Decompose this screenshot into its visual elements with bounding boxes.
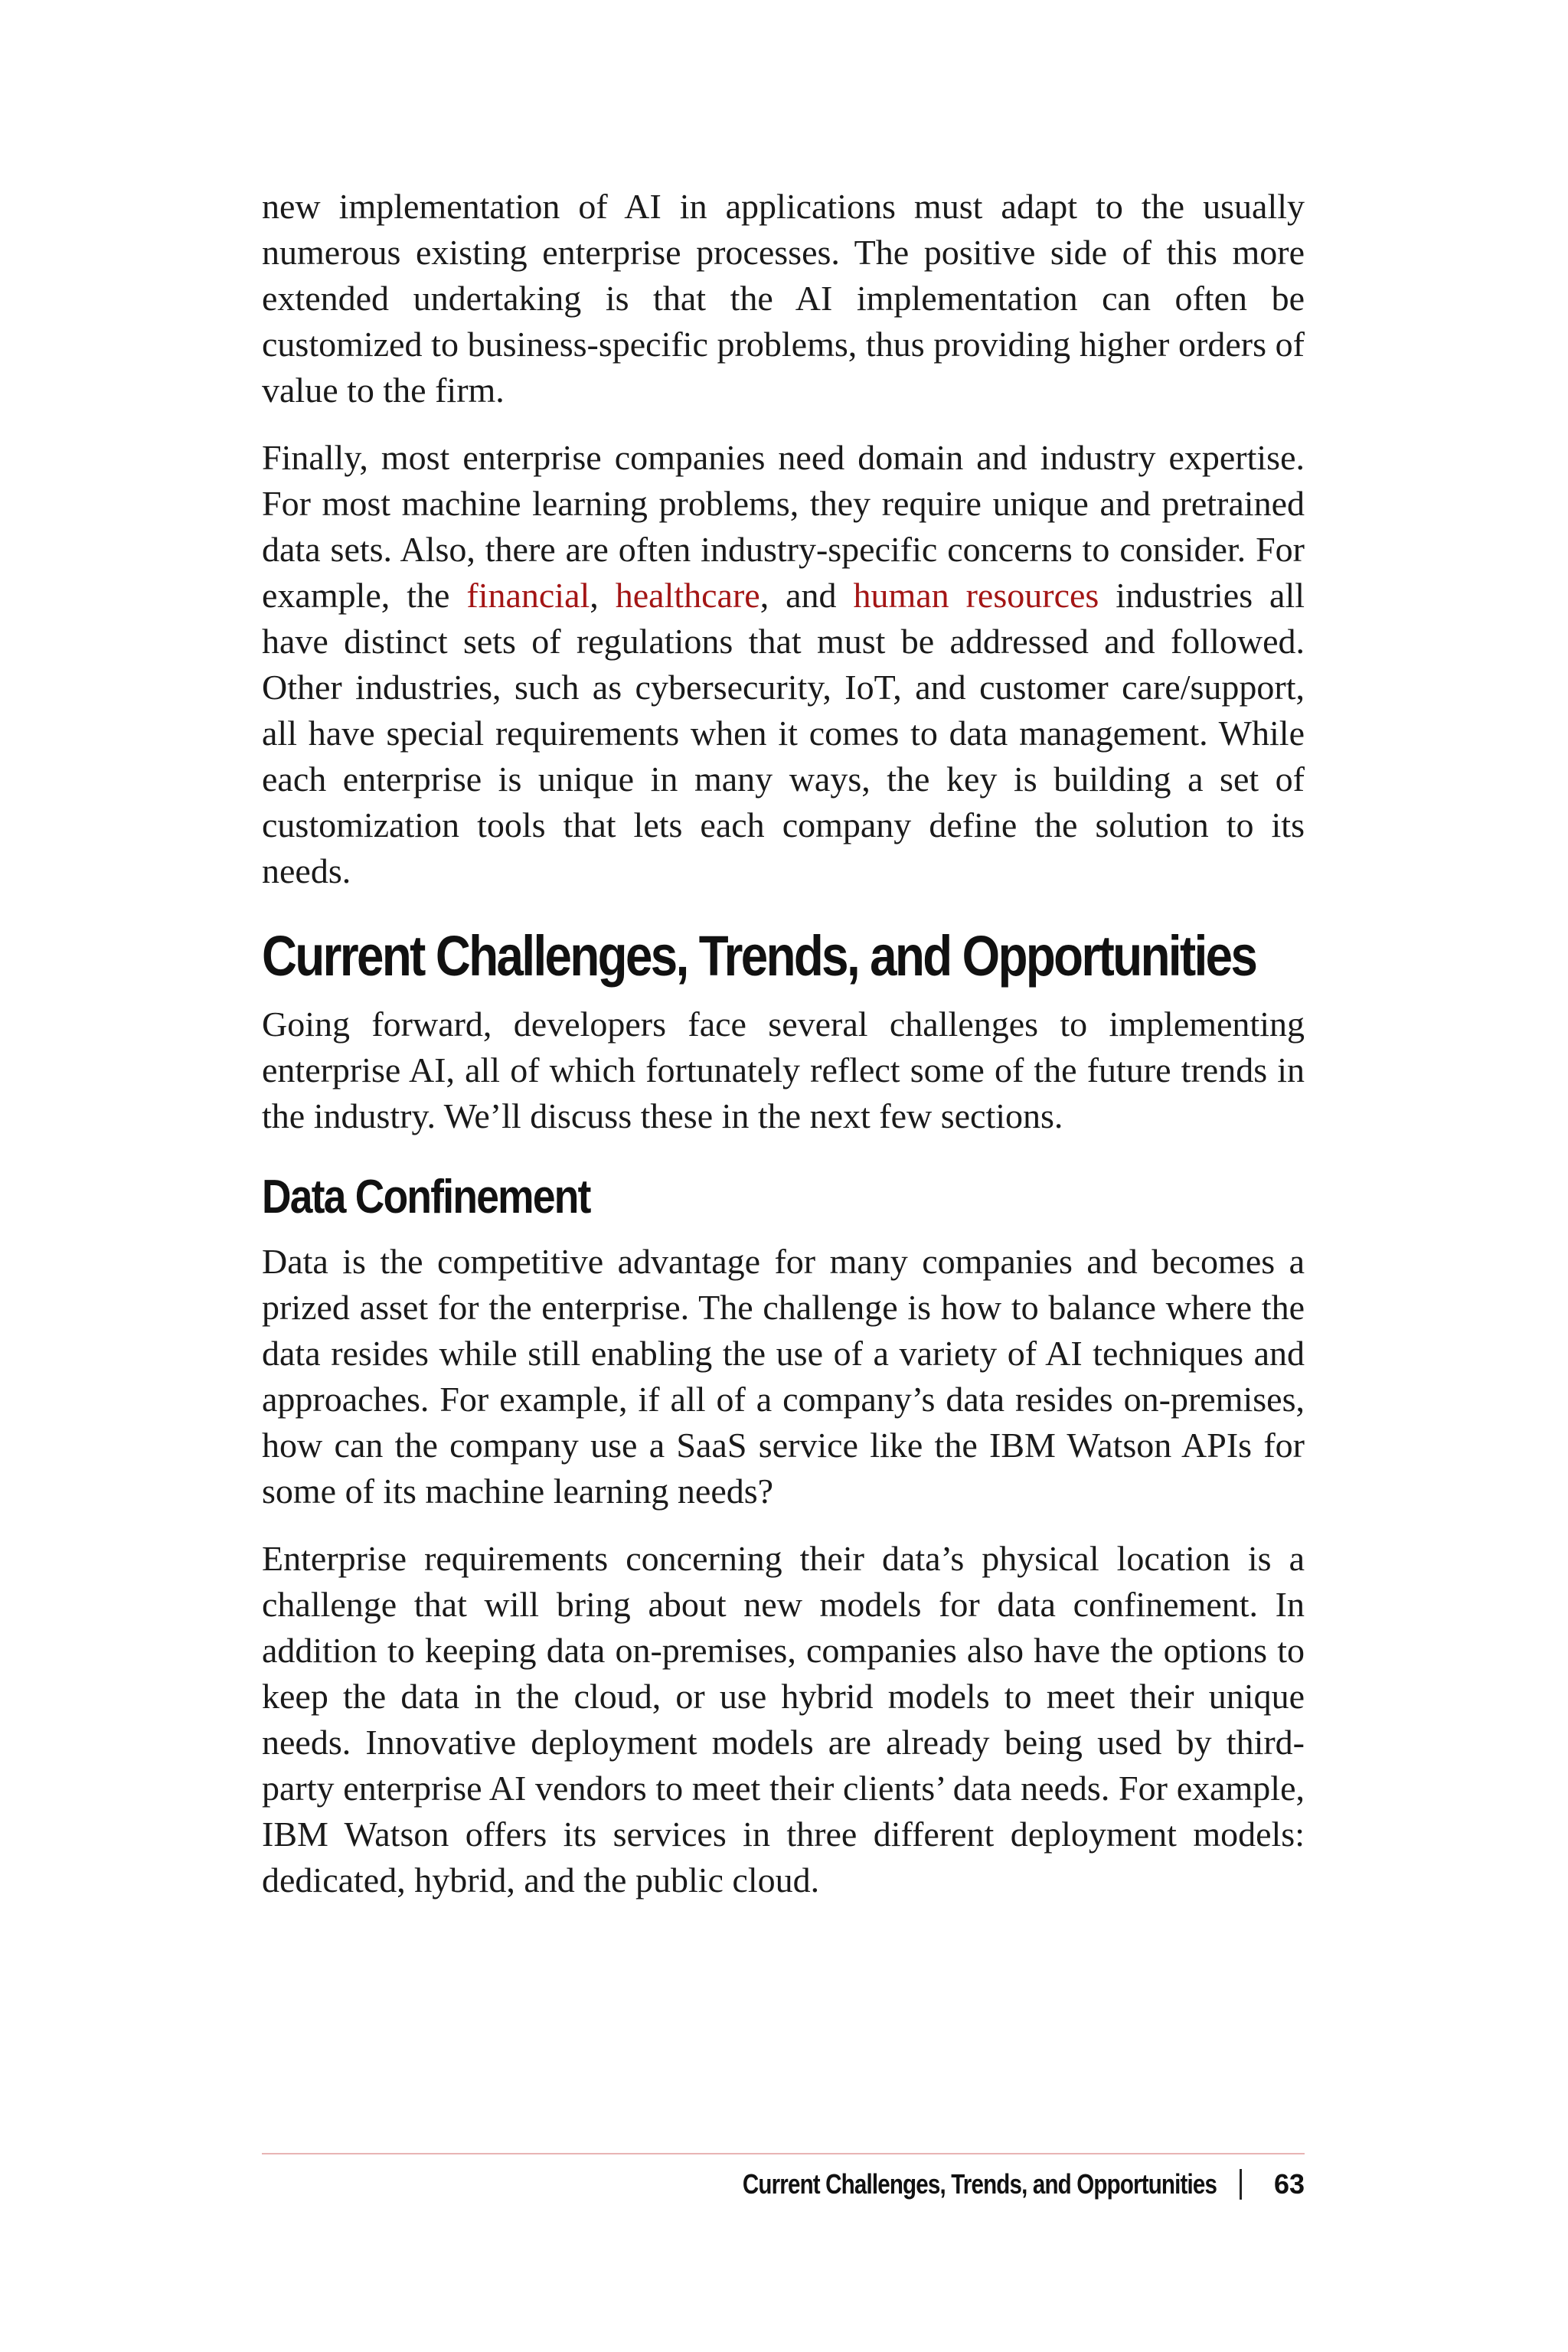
link-financial[interactable]: financial [466, 576, 590, 615]
footer-divider [262, 2153, 1305, 2154]
page-footer [639, 2165, 1305, 2203]
paragraph-going-forward: Going forward, developers face several challenges to implementing enterprise AI, all of which fortunately reflect some of the future trends in the industry. We’ll discuss these in the next few sections. [262, 1004, 1305, 1135]
link-human-resources[interactable]: human resources [853, 576, 1099, 615]
footer-separator [1240, 2169, 1242, 2200]
paragraph-text: , [590, 576, 616, 615]
running-footer-title: Current Challenges, Trends, and Opportunities [742, 2168, 1217, 2200]
paragraph-text: , and [760, 576, 854, 615]
page-number: 63 [1273, 2168, 1305, 2200]
section-heading: Current Challenges, Trends, and Opportunities [262, 924, 1256, 988]
paragraph-text: industries all have distinct sets of regulations that must be addressed and followed. Other industries, such as cybersecurity, IoT, and customer care/support, all have special requirements when it comes to data management. While each enterprise is unique in many ways, the key is building a set of customization tools that lets each company define the solution to its needs. [262, 576, 1305, 890]
paragraph-intro: new implementation of AI in applications must adapt to the usually numerous existing enterprise processes. The positive side of this more extended undertaking is that the AI implementation can often be customized to business-specific problems, thus providing higher orders of value to the firm. [262, 187, 1305, 410]
link-healthcare[interactable]: healthcare [615, 576, 760, 615]
paragraph-domain-expertise [262, 435, 1305, 894]
paragraph-data-advantage: Data is the competitive advantage for many companies and becomes a prized asset for the enterprise. The challenge is how to balance where the data resides while still enabling the use of a variety of AI techniques and approaches. For example, if all of a company’s data resides on-premises, how can the company use a SaaS service like the IBM Watson APIs for some of its machine learning needs? [262, 1242, 1305, 1511]
subsection-heading: Data Confinement [262, 1171, 590, 1223]
paragraph-text: Finally, most enterprise companies need domain and industry expertise. For most machine learning problems, they require unique and pretrained data sets. Also, there are often industry-specific concerns to consider. For example, the [262, 438, 1305, 615]
page-body [262, 184, 1305, 1925]
paragraph-enterprise-requirements: Enterprise requirements concerning their data’s physical location is a challenge that will bring about new models for data confinement. In addition to keeping data on-premises, companies also have the options to keep the data in the cloud, or use hybrid models to meet their unique needs. Innovative deployment models are already being used by third-party enterprise AI vendors to meet their clients’ data needs. For example, IBM Watson offers its services in three different deployment models: dedicated, hybrid, and the public cloud. [262, 1539, 1305, 1900]
